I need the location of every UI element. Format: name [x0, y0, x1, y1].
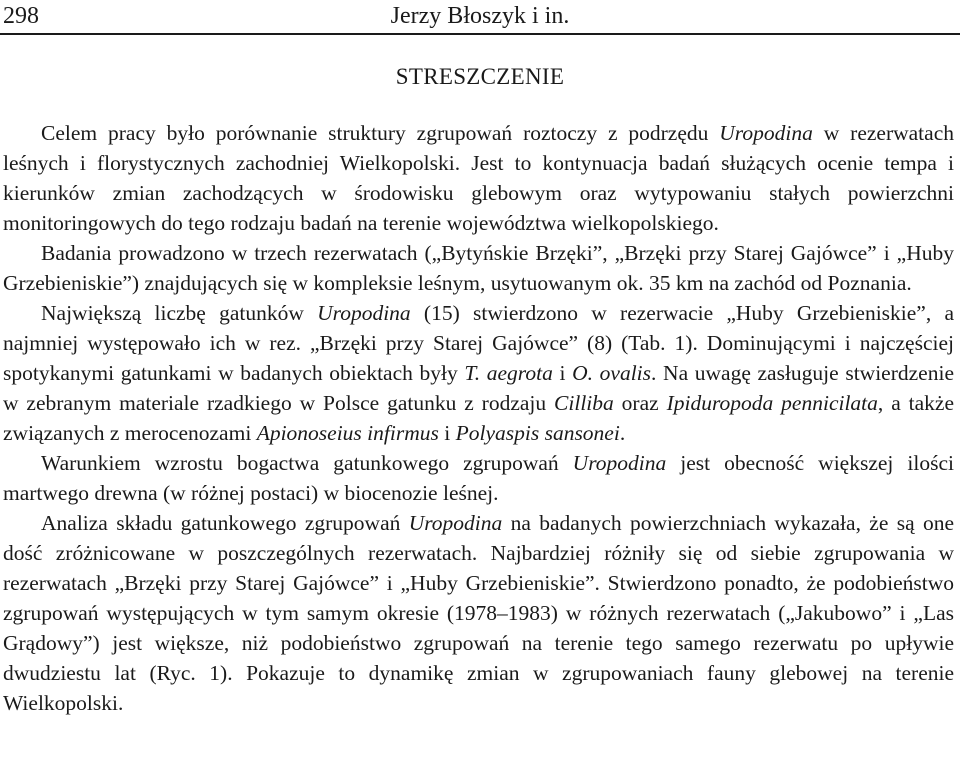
text-run: jest obecność większej ilości martwego drewna (w różnej postaci) w biocenozie leśnej. [3, 451, 954, 505]
text-run: (15) stwierdzono w rezerwacie „Huby Grzebieniskie”, a najmniej występowało ich w rez. „Brzęki przy Starej Gajówce” (8) (Tab. 1). Dominującymi i najczęściej spotykanymi gatunkami w badanych obiektach były [3, 301, 954, 385]
text-run: i [552, 361, 573, 385]
text-run: Największą liczbę gatunków [41, 301, 318, 325]
paragraph [3, 118, 954, 238]
italic-text: Uropodina [719, 121, 813, 145]
running-title: Jerzy Błoszyk i in. [390, 3, 570, 29]
text-run: Warunkiem wzrostu bogactwa gatunkowego zgrupowań [41, 451, 573, 475]
text-run: Celem pracy było porównanie struktury zgrupowań roztoczy z podrzędu [41, 121, 720, 145]
text-run: w rezerwatach leśnych i florystycznych zachodniej Wielkopolski. Jest to kontynuacja badań służących ocenie tempa i kierunków zmian zachodzących w środowisku glebowym oraz wytypowaniu stałych powierzchni monitoringowych do tego rodzaju badań na terenie województwa wielkopolskiego. [3, 121, 954, 235]
italic-text: Uropodina [317, 301, 411, 325]
text-run: i [438, 421, 456, 445]
page-number: 298 [3, 3, 39, 29]
text-run: oraz [613, 391, 667, 415]
text-run: . [619, 421, 626, 445]
paragraph [3, 508, 954, 718]
text-run: na badanych powierzchniach wykazała, że są one dość zróżnicowane w poszczególnych rezerwatach. Najbardziej różniły się od siebie zgrupowania w rezerwatach „Brzęki przy Starej Gajówce” i „Huby Grzebieniskie”. Stwierdzono ponadto, że podobieństwo zgrupowań występujących w tym samym okresie (1978–1983) w różnych rezerwatach („Jakubowo” i „Las Grądowy”) jest większe, niż podobieństwo zgrupowań na terenie tego samego rezerwatu po upływie dwudziestu lat (Ryc. 1). Pokazuje to dynamikę zmian w zgrupowaniach fauny glebowej na terenie Wielkopolski. [3, 511, 954, 715]
text-run: Badania prowadzono w trzech rezerwatach („Bytyńskie Brzęki”, „Brzęki przy Starej Gajówce” i „Huby Grzebieniskie”) znajdujących się w kompleksie leśnym, usytuowanym ok. 35 km na zachód od Poznania. [3, 241, 954, 295]
italic-text: Uropodina [572, 451, 667, 475]
text-run: , a także związanych z merocenozami [3, 391, 954, 445]
paragraph [3, 448, 954, 508]
italic-text: Apionoseius infirmus [256, 421, 439, 445]
section-title: STRESZCZENIE [395, 64, 565, 89]
italic-text: T. aegrota [464, 361, 553, 385]
page-header [0, 0, 960, 32]
italic-text: Ipiduropoda pennicilata [666, 391, 878, 415]
header-rule [0, 33, 960, 35]
abstract-body [3, 118, 954, 718]
italic-text: Polyaspis sansonei [455, 421, 620, 445]
paragraph [3, 298, 954, 448]
italic-text: Cilliba [554, 391, 614, 415]
paragraph [3, 238, 954, 298]
text-run: Analiza składu gatunkowego zgrupowań [41, 511, 409, 535]
italic-text: Uropodina [408, 511, 503, 535]
text-run: . Na uwagę zasługuje stwierdzenie w zebranym materiale rzadkiego w Polsce gatunku z rodzaju [3, 361, 954, 415]
italic-text: O. ovalis [572, 361, 652, 385]
